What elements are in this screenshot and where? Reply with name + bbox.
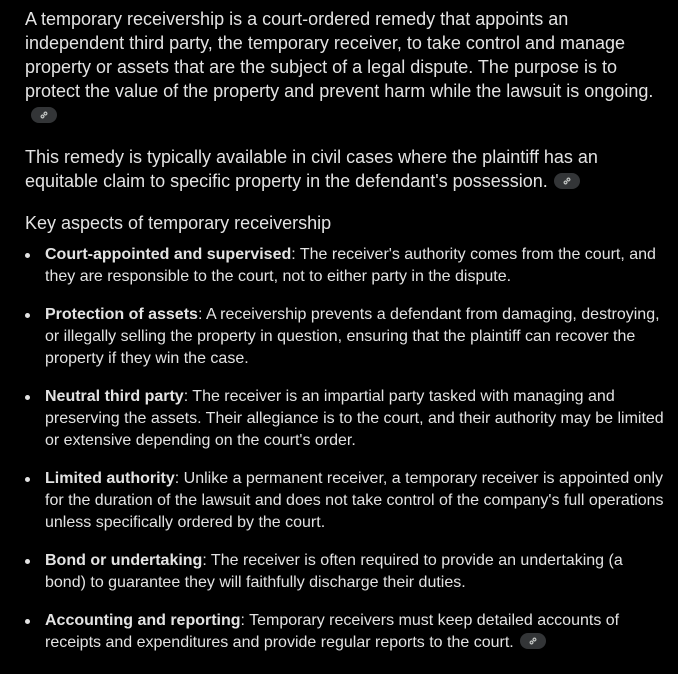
- item-term: Neutral third party: [45, 388, 184, 405]
- list-item: [25, 304, 664, 370]
- intro-paragraph-1: [25, 7, 664, 127]
- link-icon: [39, 110, 49, 120]
- item-description: : The receiver is often required to provide an undertaking (a bond) to guarantee they will faithfully discharge their duties.: [45, 552, 623, 591]
- intro-paragraph-1-text: A temporary receivership is a court-ordered remedy that appoints an independent third party, the temporary receiver, to take control and manage property or assets that are the subject of a legal dispute. The purpose is to protect the value of the property and prevent harm while the lawsuit is ongoing.: [25, 9, 654, 101]
- item-term: Protection of assets: [45, 306, 198, 323]
- item-description: : The receiver is an impartial party tasked with managing and preserving the assets. Their allegiance is to the court, and their authority may be limited or extensive depending on the court's order.: [45, 388, 664, 449]
- citation-link-button[interactable]: [554, 173, 580, 189]
- list-item: [25, 610, 664, 654]
- bullet: [25, 313, 30, 318]
- bullet: [25, 477, 30, 482]
- bullet: [25, 253, 30, 258]
- item-description: : Unlike a permanent receiver, a temporary receiver is appointed only for the duration of the lawsuit and does not take control of the company's full operations unless specifically ordered by the court.: [45, 470, 664, 531]
- bullet: [25, 559, 30, 564]
- link-icon: [528, 636, 538, 646]
- item-term: Limited authority: [45, 470, 175, 487]
- link-icon: [562, 176, 572, 186]
- list-item: [25, 244, 664, 288]
- bullet: [25, 395, 30, 400]
- item-term: Bond or undertaking: [45, 552, 203, 569]
- list-item: [25, 550, 664, 594]
- bullet: [25, 619, 30, 624]
- list-item: [25, 468, 664, 534]
- item-term: Accounting and reporting: [45, 612, 241, 629]
- citation-link-button[interactable]: [31, 107, 57, 123]
- intro-paragraph-2-text: This remedy is typically available in civil cases where the plaintiff has an equitable claim to specific property in the defendant's possession.: [25, 147, 598, 191]
- citation-link-button[interactable]: [520, 633, 546, 649]
- aspects-list: [25, 244, 664, 654]
- item-term: Court-appointed and supervised: [45, 246, 292, 263]
- intro-paragraph-2: [25, 145, 664, 193]
- list-item: [25, 386, 664, 452]
- section-heading: Key aspects of temporary receivership: [25, 213, 332, 233]
- item-description: : Temporary receivers must keep detailed accounts of receipts and expenditures and provide regular reports to the court.: [45, 612, 620, 651]
- item-description: : The receiver's authority comes from the court, and they are responsible to the court, not to either party in the dispute.: [45, 246, 656, 285]
- item-description: : A receivership prevents a defendant from damaging, destroying, or illegally selling the property in question, ensuring that the plaintiff can recover the property if they win the case.: [45, 306, 660, 367]
